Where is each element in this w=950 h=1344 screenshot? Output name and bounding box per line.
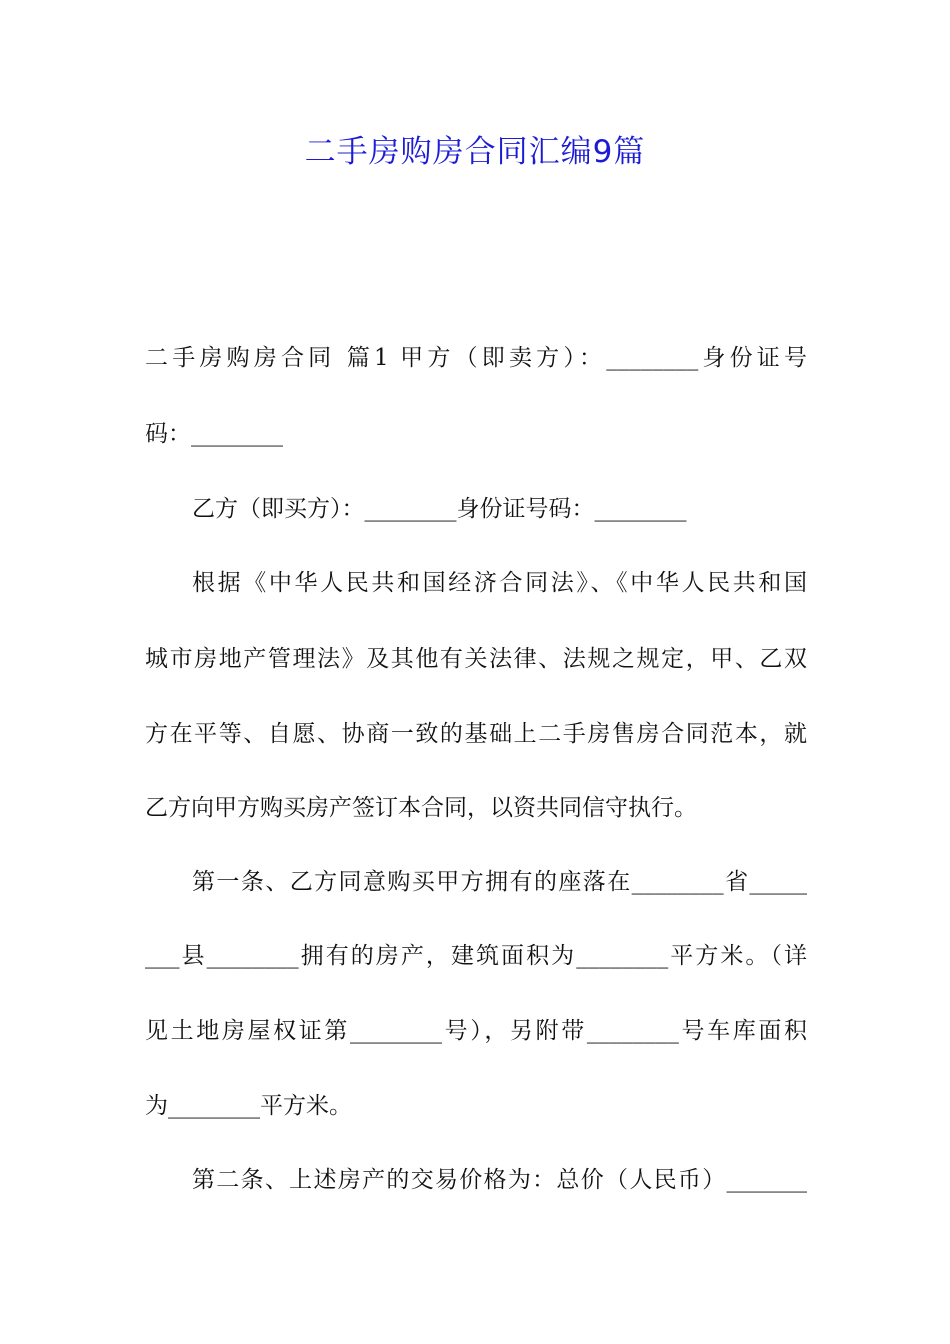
text-line: 第一条、乙方同意购买甲方拥有的座落在________省_____ <box>192 869 807 895</box>
text-line: 为________平方米。 <box>145 1093 352 1119</box>
text-line: ___县________拥有的房产，建筑面积为________平方米。（详 <box>145 943 807 969</box>
text-line: 二手房购房合同 篇1 甲方（即卖方）：________身份证号 <box>145 345 807 371</box>
text-line: 乙方（即买方）：________身份证号码：________ <box>192 496 687 522</box>
text-line: 码：________ <box>145 421 283 447</box>
text-line: 见土地房屋权证第________号），另附带________号车库面积 <box>145 1018 807 1044</box>
text-line: 根据《中华人民共和国经济合同法》、《中华人民共和国 <box>192 570 807 596</box>
text-line: 第二条、上述房产的交易价格为：总价（人民币）_______ <box>192 1167 807 1193</box>
document-title: 二手房购房合同汇编9篇 <box>304 134 646 170</box>
text-line: 乙方向甲方购买房产签订本合同，以资共同信守执行。 <box>145 795 697 821</box>
text-line: 方在平等、自愿、协商一致的基础上二手房售房合同范本，就 <box>145 721 807 747</box>
text-line: 城市房地产管理法》及其他有关法律、法规之规定，甲、乙双 <box>145 646 807 672</box>
